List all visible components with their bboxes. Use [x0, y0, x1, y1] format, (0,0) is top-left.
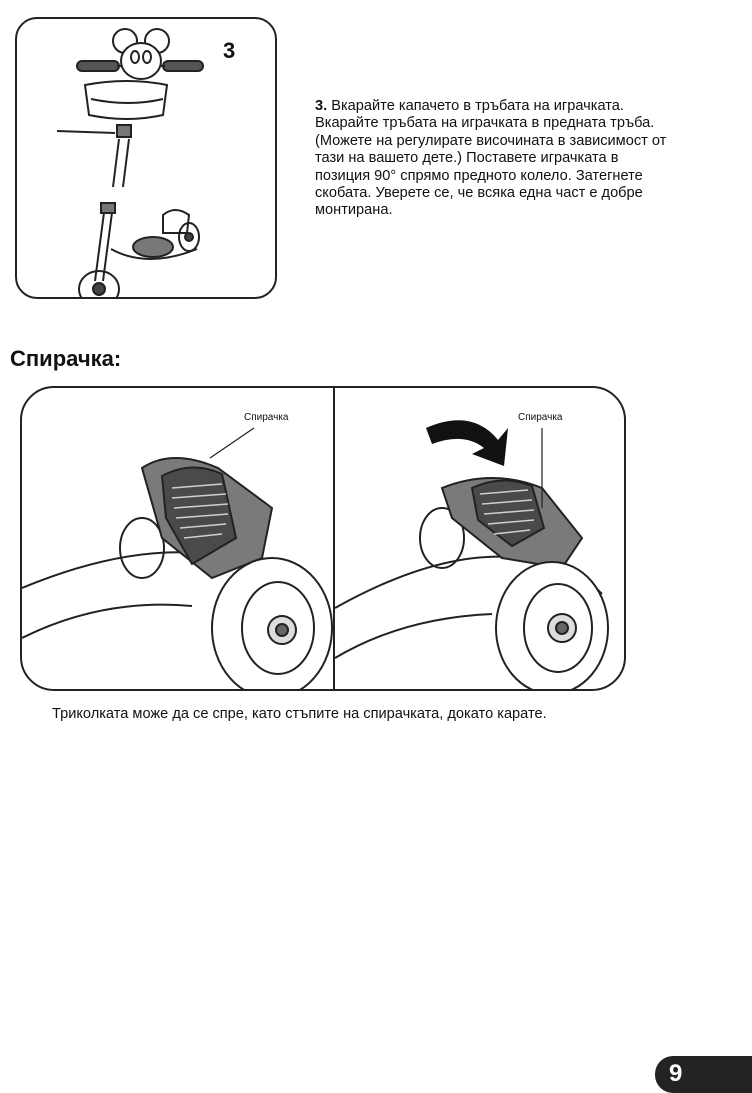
brake-illustration [20, 386, 626, 691]
brake-drawing [22, 388, 626, 691]
scooter-assembly-drawing [17, 19, 277, 299]
page-number: 9 [669, 1060, 683, 1087]
step-lead: 3. [315, 98, 328, 114]
step-number: 3 [223, 38, 236, 63]
panel-divider [333, 388, 335, 689]
step-3-illustration [15, 17, 277, 299]
page-number-tab [655, 1056, 752, 1093]
brake-label-right: Спирачка [518, 412, 563, 423]
step-instructions [315, 98, 675, 220]
step-body: Вкарайте капачето в тръбата на играчката. Вкарайте тръбата на играчката в предната тръба. (Можете на регулирате височината в зависимост от тази на вашето дете.) Поставете играчката в позиция 90° спрямо предното колело. Затегнете скобата. Уверете се, че всяка една част е добре монтирана. [315, 98, 667, 219]
press-arrow-icon [426, 420, 508, 466]
section-title: Спирачка: [10, 346, 122, 371]
brake-label-left: Спирачка [244, 412, 289, 423]
brake-caption: Триколката може да се спре, като стъпите на спирачката, докато карате. [52, 706, 547, 722]
